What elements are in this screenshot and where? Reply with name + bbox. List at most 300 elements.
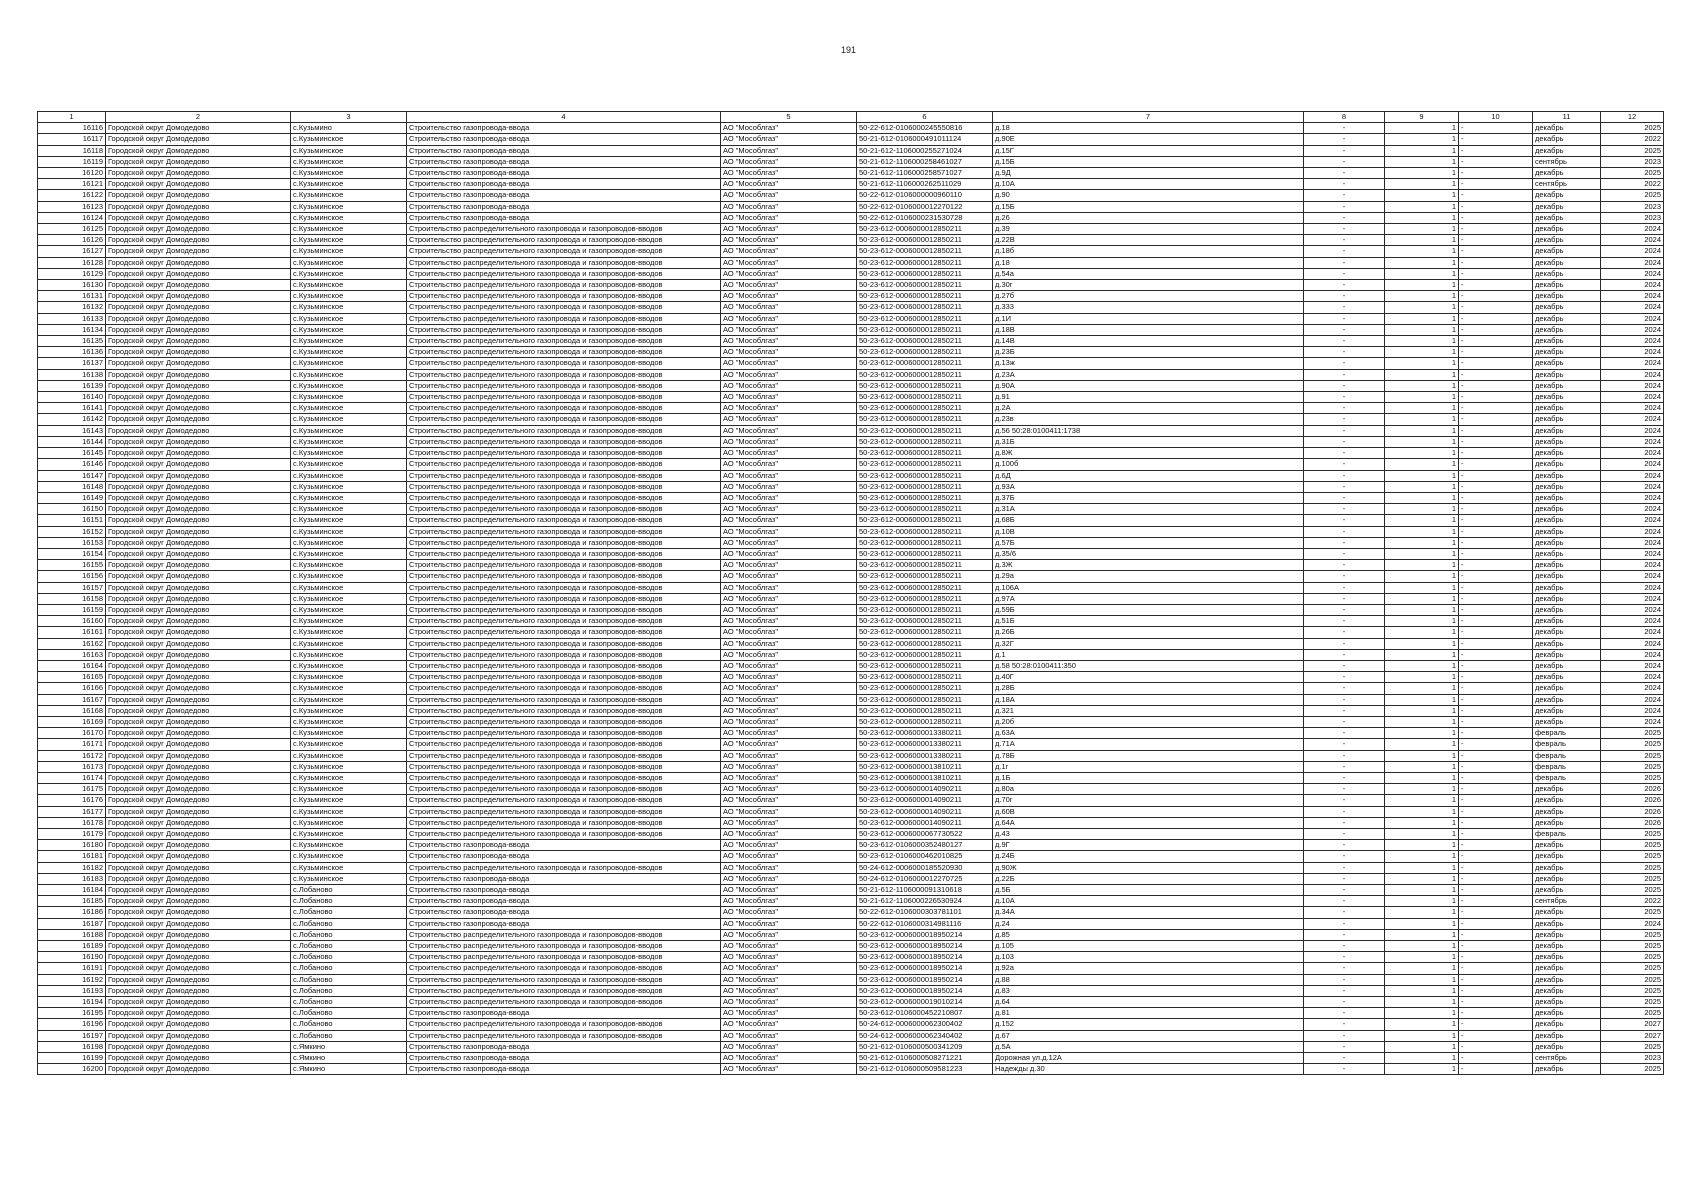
cell-month: декабрь	[1533, 504, 1601, 515]
cell-work-type: Строительство распределительного газопровода и газопроводов-вводов	[407, 963, 721, 974]
cell-work-type: Строительство распределительного газопровода и газопроводов-вводов	[407, 705, 721, 716]
cell-year: 2026	[1601, 817, 1664, 828]
cell-address: д.23Б	[993, 347, 1304, 358]
cell-work-type: Строительство распределительного газопровода и газопроводов-вводов	[407, 481, 721, 492]
cell-col-10-value: -	[1459, 392, 1533, 403]
cell-program-code: 50-23-612-0006000013380211	[857, 750, 993, 761]
table-row	[38, 616, 1664, 627]
cell-work-type: Строительство распределительного газопровода и газопроводов-вводов	[407, 829, 721, 840]
cell-year: 2024	[1601, 358, 1664, 369]
cell-program-code: 50-23-612-0006000012850211	[857, 526, 993, 537]
cell-row-number: 16162	[38, 638, 106, 649]
cell-municipality: Городской округ Домодедово	[106, 145, 291, 156]
cell-settlement: с.Кузьминское	[291, 145, 407, 156]
cell-row-number: 16128	[38, 257, 106, 268]
cell-work-type: Строительство распределительного газопровода и газопроводов-вводов	[407, 403, 721, 414]
cell-row-number: 16186	[38, 907, 106, 918]
table-row	[38, 324, 1664, 335]
cell-quantity: 1	[1385, 302, 1459, 313]
cell-program-code: 50-22-612-0106000000960110	[857, 190, 993, 201]
cell-year: 2025	[1601, 929, 1664, 940]
cell-program-code: 50-23-612-0006000018950214	[857, 952, 993, 963]
cell-program-code: 50-23-612-0006000012850211	[857, 571, 993, 582]
cell-month: февраль	[1533, 750, 1601, 761]
cell-year: 2024	[1601, 582, 1664, 593]
cell-col-8-value: -	[1304, 840, 1385, 851]
cell-col-8-value: -	[1304, 952, 1385, 963]
cell-municipality: Городской округ Домодедово	[106, 772, 291, 783]
cell-row-number: 16199	[38, 1053, 106, 1064]
cell-year: 2025	[1601, 963, 1664, 974]
cell-row-number: 16190	[38, 952, 106, 963]
cell-program-code: 50-23-612-0006000013810211	[857, 761, 993, 772]
table-row	[38, 974, 1664, 985]
cell-address: д.78Б	[993, 750, 1304, 761]
cell-col-8-value: -	[1304, 683, 1385, 694]
cell-quantity: 1	[1385, 257, 1459, 268]
cell-year: 2024	[1601, 313, 1664, 324]
cell-municipality: Городской округ Домодедово	[106, 1053, 291, 1064]
cell-work-type: Строительство распределительного газопровода и газопроводов-вводов	[407, 313, 721, 324]
cell-month: декабрь	[1533, 918, 1601, 929]
cell-month: декабрь	[1533, 291, 1601, 302]
cell-organization: АО "Мособлгаз"	[721, 649, 857, 660]
cell-organization: АО "Мособлгаз"	[721, 784, 857, 795]
cell-municipality: Городской округ Домодедово	[106, 593, 291, 604]
cell-col-10-value: -	[1459, 862, 1533, 873]
table-row	[38, 134, 1664, 145]
cell-work-type: Строительство газопровода-ввода	[407, 896, 721, 907]
cell-program-code: 50-23-612-0006000012850211	[857, 369, 993, 380]
cell-month: декабрь	[1533, 683, 1601, 694]
cell-year: 2024	[1601, 649, 1664, 660]
cell-row-number: 16137	[38, 358, 106, 369]
cell-row-number: 16125	[38, 224, 106, 235]
cell-municipality: Городской округ Домодедово	[106, 728, 291, 739]
cell-address: д.59Б	[993, 604, 1304, 615]
cell-quantity: 1	[1385, 1041, 1459, 1052]
cell-program-code: 50-21-612-0106000500341209	[857, 1041, 993, 1052]
cell-row-number: 16139	[38, 380, 106, 391]
cell-row-number: 16179	[38, 829, 106, 840]
cell-year: 2024	[1601, 481, 1664, 492]
cell-row-number: 16184	[38, 885, 106, 896]
cell-organization: АО "Мособлгаз"	[721, 358, 857, 369]
cell-settlement: с.Кузьминское	[291, 817, 407, 828]
cell-settlement: с.Кузьминское	[291, 593, 407, 604]
cell-settlement: с.Кузьминское	[291, 448, 407, 459]
cell-year: 2024	[1601, 224, 1664, 235]
cell-work-type: Строительство распределительного газопровода и газопроводов-вводов	[407, 795, 721, 806]
cell-row-number: 16151	[38, 515, 106, 526]
cell-col-10-value: -	[1459, 448, 1533, 459]
cell-year: 2027	[1601, 1019, 1664, 1030]
cell-quantity: 1	[1385, 403, 1459, 414]
cell-month: декабрь	[1533, 302, 1601, 313]
cell-col-8-value: -	[1304, 851, 1385, 862]
cell-program-code: 50-23-612-0006000012850211	[857, 425, 993, 436]
cell-month: декабрь	[1533, 985, 1601, 996]
cell-organization: АО "Мособлгаз"	[721, 1041, 857, 1052]
cell-address: д.39	[993, 224, 1304, 235]
cell-organization: АО "Мособлгаз"	[721, 829, 857, 840]
cell-row-number: 16198	[38, 1041, 106, 1052]
cell-col-10-value: -	[1459, 705, 1533, 716]
cell-municipality: Городской округ Домодедово	[106, 795, 291, 806]
cell-col-8-value: -	[1304, 593, 1385, 604]
cell-col-10-value: -	[1459, 492, 1533, 503]
cell-organization: АО "Мособлгаз"	[721, 772, 857, 783]
cell-address: д.9Г	[993, 840, 1304, 851]
cell-settlement: с.Кузьминское	[291, 179, 407, 190]
cell-row-number: 16176	[38, 795, 106, 806]
cell-row-number: 16169	[38, 716, 106, 727]
cell-month: декабрь	[1533, 280, 1601, 291]
cell-col-8-value: -	[1304, 582, 1385, 593]
cell-program-code: 50-23-612-0006000012850211	[857, 593, 993, 604]
cell-address: д.15Г	[993, 145, 1304, 156]
cell-col-10-value: -	[1459, 324, 1533, 335]
cell-program-code: 50-23-612-0006000012850211	[857, 291, 993, 302]
cell-col-10-value: -	[1459, 1019, 1533, 1030]
cell-organization: АО "Мособлгаз"	[721, 336, 857, 347]
cell-settlement: с.Кузьминское	[291, 313, 407, 324]
cell-col-8-value: -	[1304, 515, 1385, 526]
cell-col-10-value: -	[1459, 997, 1533, 1008]
cell-year: 2025	[1601, 190, 1664, 201]
cell-program-code: 50-23-612-0006000012850211	[857, 280, 993, 291]
cell-month: декабрь	[1533, 941, 1601, 952]
cell-year: 2024	[1601, 515, 1664, 526]
cell-work-type: Строительство газопровода-ввода	[407, 156, 721, 167]
cell-settlement: с.Кузьминское	[291, 750, 407, 761]
cell-col-10-value: -	[1459, 145, 1533, 156]
cell-col-8-value: -	[1304, 358, 1385, 369]
table-row	[38, 235, 1664, 246]
cell-month: декабрь	[1533, 817, 1601, 828]
cell-work-type: Строительство распределительного газопровода и газопроводов-вводов	[407, 414, 721, 425]
cell-work-type: Строительство распределительного газопровода и газопроводов-вводов	[407, 952, 721, 963]
cell-year: 2024	[1601, 683, 1664, 694]
cell-organization: АО "Мособлгаз"	[721, 246, 857, 257]
cell-organization: АО "Мособлгаз"	[721, 526, 857, 537]
cell-row-number: 16175	[38, 784, 106, 795]
cell-work-type: Строительство распределительного газопровода и газопроводов-вводов	[407, 929, 721, 940]
table-header-row	[38, 112, 1664, 123]
cell-settlement: с.Кузьминское	[291, 873, 407, 884]
cell-col-8-value: -	[1304, 448, 1385, 459]
cell-municipality: Городской округ Домодедово	[106, 212, 291, 223]
cell-address: д.93А	[993, 481, 1304, 492]
table-row	[38, 985, 1664, 996]
cell-organization: АО "Мособлгаз"	[721, 123, 857, 134]
cell-col-8-value: -	[1304, 739, 1385, 750]
table-row	[38, 548, 1664, 559]
cell-month: декабрь	[1533, 627, 1601, 638]
cell-work-type: Строительство распределительного газопровода и газопроводов-вводов	[407, 448, 721, 459]
cell-program-code: 50-23-612-0006000012850211	[857, 515, 993, 526]
cell-address: д.97А	[993, 593, 1304, 604]
cell-organization: АО "Мособлгаз"	[721, 918, 857, 929]
cell-col-10-value: -	[1459, 974, 1533, 985]
column-header-7: 7	[993, 112, 1304, 123]
cell-settlement: с.Лобаново	[291, 885, 407, 896]
cell-address: д.13ж	[993, 358, 1304, 369]
cell-year: 2024	[1601, 660, 1664, 671]
table-row	[38, 750, 1664, 761]
cell-work-type: Строительство распределительного газопровода и газопроводов-вводов	[407, 515, 721, 526]
cell-row-number: 16150	[38, 504, 106, 515]
cell-settlement: с.Кузьминское	[291, 235, 407, 246]
cell-address: д.92а	[993, 963, 1304, 974]
cell-row-number: 16124	[38, 212, 106, 223]
cell-program-code: 50-23-612-0006000012850211	[857, 324, 993, 335]
cell-quantity: 1	[1385, 201, 1459, 212]
cell-col-8-value: -	[1304, 380, 1385, 391]
cell-col-10-value: -	[1459, 985, 1533, 996]
cell-settlement: с.Кузьминское	[291, 212, 407, 223]
cell-address: д.18б	[993, 246, 1304, 257]
cell-year: 2026	[1601, 795, 1664, 806]
cell-organization: АО "Мособлгаз"	[721, 716, 857, 727]
cell-organization: АО "Мособлгаз"	[721, 1053, 857, 1064]
cell-quantity: 1	[1385, 705, 1459, 716]
cell-settlement: с.Кузьминское	[291, 492, 407, 503]
cell-municipality: Городской округ Домодедово	[106, 705, 291, 716]
cell-quantity: 1	[1385, 672, 1459, 683]
cell-work-type: Строительство газопровода-ввода	[407, 201, 721, 212]
cell-row-number: 16154	[38, 548, 106, 559]
cell-col-8-value: -	[1304, 526, 1385, 537]
cell-row-number: 16132	[38, 302, 106, 313]
cell-quantity: 1	[1385, 414, 1459, 425]
cell-settlement: с.Кузьминское	[291, 537, 407, 548]
cell-program-code: 50-23-612-0006000014090211	[857, 817, 993, 828]
cell-program-code: 50-21-612-0106000508271221	[857, 1053, 993, 1064]
cell-program-code: 50-23-612-0006000012850211	[857, 392, 993, 403]
cell-program-code: 50-23-612-0006000012850211	[857, 672, 993, 683]
cell-col-10-value: -	[1459, 257, 1533, 268]
cell-quantity: 1	[1385, 616, 1459, 627]
cell-quantity: 1	[1385, 873, 1459, 884]
cell-col-8-value: -	[1304, 728, 1385, 739]
cell-row-number: 16182	[38, 862, 106, 873]
table-row	[38, 728, 1664, 739]
cell-row-number: 16187	[38, 918, 106, 929]
cell-program-code: 50-23-612-0106000452210807	[857, 1008, 993, 1019]
cell-quantity: 1	[1385, 694, 1459, 705]
cell-organization: АО "Мособлгаз"	[721, 403, 857, 414]
cell-municipality: Городской округ Домодедово	[106, 257, 291, 268]
cell-municipality: Городской округ Домодедово	[106, 201, 291, 212]
cell-address: д.24	[993, 918, 1304, 929]
cell-municipality: Городской округ Домодедово	[106, 571, 291, 582]
cell-col-10-value: -	[1459, 795, 1533, 806]
table-row	[38, 537, 1664, 548]
table-row	[38, 504, 1664, 515]
cell-col-10-value: -	[1459, 403, 1533, 414]
cell-settlement: с.Кузьминское	[291, 268, 407, 279]
cell-work-type: Строительство распределительного газопровода и газопроводов-вводов	[407, 582, 721, 593]
cell-row-number: 16185	[38, 896, 106, 907]
cell-year: 2022	[1601, 896, 1664, 907]
cell-organization: АО "Мособлгаз"	[721, 492, 857, 503]
cell-municipality: Городской округ Домодедово	[106, 291, 291, 302]
cell-municipality: Городской округ Домодедово	[106, 246, 291, 257]
cell-col-8-value: -	[1304, 616, 1385, 627]
cell-col-10-value: -	[1459, 291, 1533, 302]
cell-settlement: с.Кузьминское	[291, 582, 407, 593]
table-row	[38, 829, 1664, 840]
cell-work-type: Строительство распределительного газопровода и газопроводов-вводов	[407, 291, 721, 302]
cell-month: декабрь	[1533, 1019, 1601, 1030]
cell-organization: АО "Мособлгаз"	[721, 929, 857, 940]
cell-address: д.9Д	[993, 168, 1304, 179]
cell-quantity: 1	[1385, 593, 1459, 604]
cell-organization: АО "Мособлгаз"	[721, 761, 857, 772]
cell-organization: АО "Мособлгаз"	[721, 179, 857, 190]
cell-settlement: с.Кузьминское	[291, 526, 407, 537]
cell-row-number: 16127	[38, 246, 106, 257]
cell-month: декабрь	[1533, 548, 1601, 559]
cell-municipality: Городской округ Домодедово	[106, 907, 291, 918]
column-header-6: 6	[857, 112, 993, 123]
cell-settlement: с.Кузьминское	[291, 302, 407, 313]
cell-organization: АО "Мособлгаз"	[721, 235, 857, 246]
cell-year: 2026	[1601, 784, 1664, 795]
cell-work-type: Строительство распределительного газопровода и газопроводов-вводов	[407, 392, 721, 403]
cell-quantity: 1	[1385, 560, 1459, 571]
cell-year: 2024	[1601, 403, 1664, 414]
cell-col-10-value: -	[1459, 716, 1533, 727]
cell-col-8-value: -	[1304, 291, 1385, 302]
cell-col-8-value: -	[1304, 997, 1385, 1008]
cell-settlement: с.Кузьминское	[291, 201, 407, 212]
cell-settlement: с.Ямкино	[291, 1053, 407, 1064]
cell-col-8-value: -	[1304, 123, 1385, 134]
cell-settlement: с.Лобаново	[291, 974, 407, 985]
table-row	[38, 660, 1664, 671]
cell-row-number: 16189	[38, 941, 106, 952]
cell-col-10-value: -	[1459, 829, 1533, 840]
cell-municipality: Городской округ Домодедово	[106, 952, 291, 963]
cell-col-10-value: -	[1459, 425, 1533, 436]
cell-col-8-value: -	[1304, 1053, 1385, 1064]
cell-address: д.67	[993, 1030, 1304, 1041]
cell-work-type: Строительство газопровода-ввода	[407, 873, 721, 884]
cell-quantity: 1	[1385, 627, 1459, 638]
cell-quantity: 1	[1385, 291, 1459, 302]
cell-organization: АО "Мособлгаз"	[721, 380, 857, 391]
cell-col-10-value: -	[1459, 481, 1533, 492]
page-number: 191	[840, 45, 857, 55]
cell-address: д.90	[993, 190, 1304, 201]
cell-quantity: 1	[1385, 784, 1459, 795]
cell-year: 2023	[1601, 156, 1664, 167]
cell-program-code: 50-23-612-0006000014090211	[857, 784, 993, 795]
cell-quantity: 1	[1385, 997, 1459, 1008]
cell-organization: АО "Мособлгаз"	[721, 1030, 857, 1041]
cell-organization: АО "Мособлгаз"	[721, 974, 857, 985]
cell-col-10-value: -	[1459, 963, 1533, 974]
cell-organization: АО "Мособлгаз"	[721, 750, 857, 761]
cell-col-10-value: -	[1459, 313, 1533, 324]
table-row	[38, 638, 1664, 649]
table-row	[38, 772, 1664, 783]
cell-municipality: Городской округ Домодедово	[106, 347, 291, 358]
cell-quantity: 1	[1385, 492, 1459, 503]
cell-row-number: 16156	[38, 571, 106, 582]
cell-row-number: 16166	[38, 683, 106, 694]
cell-address: д.2А	[993, 403, 1304, 414]
cell-quantity: 1	[1385, 436, 1459, 447]
cell-work-type: Строительство распределительного газопровода и газопроводов-вводов	[407, 806, 721, 817]
table-row	[38, 336, 1664, 347]
cell-municipality: Городской округ Домодедово	[106, 638, 291, 649]
cell-month: декабрь	[1533, 806, 1601, 817]
cell-address: д.90Е	[993, 134, 1304, 145]
cell-settlement: с.Ямкино	[291, 1041, 407, 1052]
cell-quantity: 1	[1385, 504, 1459, 515]
cell-organization: АО "Мособлгаз"	[721, 817, 857, 828]
cell-col-10-value: -	[1459, 851, 1533, 862]
table-row	[38, 571, 1664, 582]
cell-municipality: Городской округ Домодедово	[106, 660, 291, 671]
cell-year: 2024	[1601, 716, 1664, 727]
cell-row-number: 16122	[38, 190, 106, 201]
cell-col-10-value: -	[1459, 660, 1533, 671]
cell-col-8-value: -	[1304, 829, 1385, 840]
cell-year: 2024	[1601, 560, 1664, 571]
cell-year: 2025	[1601, 772, 1664, 783]
cell-address: д.40Г	[993, 672, 1304, 683]
cell-col-10-value: -	[1459, 436, 1533, 447]
cell-work-type: Строительство распределительного газопровода и газопроводов-вводов	[407, 347, 721, 358]
cell-row-number: 16135	[38, 336, 106, 347]
cell-quantity: 1	[1385, 369, 1459, 380]
cell-program-code: 50-23-612-0006000012850211	[857, 358, 993, 369]
cell-municipality: Городской округ Домодедово	[106, 985, 291, 996]
cell-organization: АО "Мособлгаз"	[721, 806, 857, 817]
cell-quantity: 1	[1385, 459, 1459, 470]
cell-municipality: Городской округ Домодедово	[106, 929, 291, 940]
cell-organization: АО "Мособлгаз"	[721, 739, 857, 750]
cell-settlement: с.Кузьминское	[291, 324, 407, 335]
table-row	[38, 201, 1664, 212]
cell-address: д.63А	[993, 728, 1304, 739]
cell-col-10-value: -	[1459, 806, 1533, 817]
table-row	[38, 302, 1664, 313]
cell-month: декабрь	[1533, 134, 1601, 145]
cell-col-10-value: -	[1459, 952, 1533, 963]
cell-program-code: 50-23-612-0006000014090211	[857, 795, 993, 806]
cell-row-number: 16171	[38, 739, 106, 750]
table-row	[38, 392, 1664, 403]
cell-municipality: Городской округ Домодедово	[106, 504, 291, 515]
cell-municipality: Городской округ Домодедово	[106, 526, 291, 537]
cell-row-number: 16165	[38, 672, 106, 683]
cell-settlement: с.Кузьминское	[291, 627, 407, 638]
cell-month: декабрь	[1533, 582, 1601, 593]
cell-quantity: 1	[1385, 1053, 1459, 1064]
cell-municipality: Городской округ Домодедово	[106, 459, 291, 470]
table-row	[38, 190, 1664, 201]
cell-row-number: 16152	[38, 526, 106, 537]
cell-year: 2024	[1601, 705, 1664, 716]
cell-month: сентябрь	[1533, 896, 1601, 907]
cell-row-number: 16196	[38, 1019, 106, 1030]
cell-quantity: 1	[1385, 728, 1459, 739]
